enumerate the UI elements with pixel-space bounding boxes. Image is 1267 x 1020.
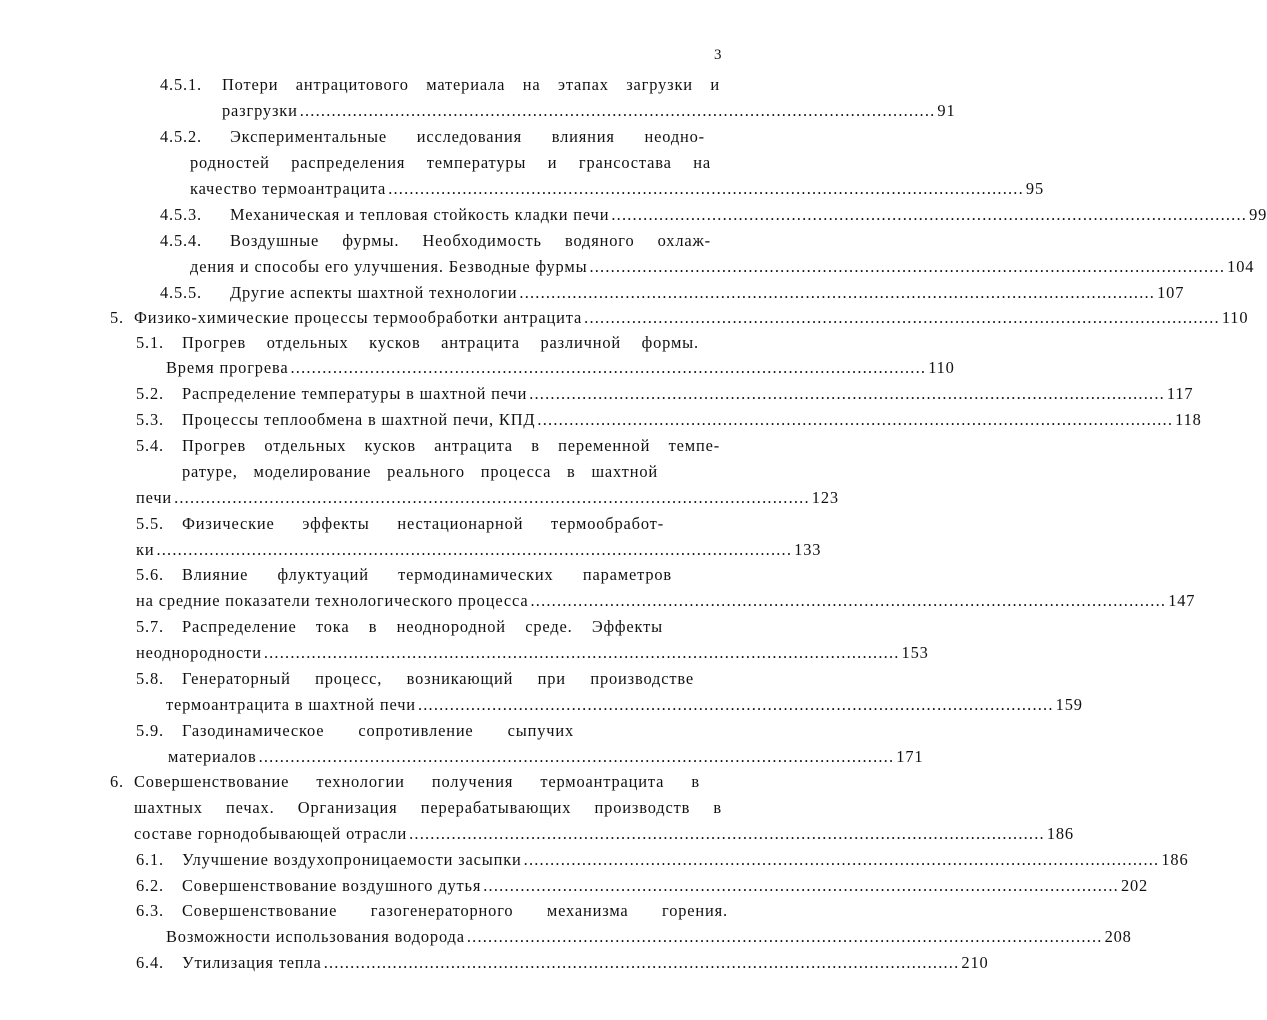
toc-entry-5-1: [136, 330, 699, 356]
entry-title: Совершенствование воздушного дутья: [182, 876, 482, 895]
dot-leader: ........................................................................................................................: [466, 927, 1103, 946]
entry-title-continuation: Возможности использования водорода: [166, 927, 465, 946]
toc-entry-continuation: [168, 744, 924, 770]
dot-leader: ........................................................................................................................: [258, 747, 895, 766]
entry-title-continuation: неоднородности: [136, 643, 262, 662]
entry-number: 4.5.5.: [160, 283, 202, 302]
entry-number: 6.2.: [136, 876, 164, 895]
entry-number: 6.1.: [136, 850, 164, 869]
dot-leader: ........................................................................................................................: [299, 101, 936, 120]
toc-entry-continuation: [134, 795, 722, 821]
toc-entry-continuation: [166, 692, 1083, 718]
page-number: 3: [714, 47, 722, 63]
entry-number: 4.5.4.: [160, 231, 202, 250]
dot-leader: ........................................................................................................................: [589, 257, 1226, 276]
entry-title-continuation: дения и способы его улучшения. Безводные фурмы: [190, 257, 588, 276]
toc-entry-continuation: [136, 485, 839, 511]
entry-title: Процессы теплообмена в шахтной печи, КПД: [182, 410, 536, 429]
dot-leader: ........................................................................................................................: [483, 876, 1119, 895]
entry-title: Потери антрацитового материала на этапах загрузки и: [222, 75, 720, 94]
entry-page: 91: [937, 101, 956, 120]
entry-page: 107: [1157, 283, 1185, 302]
entry-title-continuation: родностей распределения температуры и грансостава на: [190, 153, 711, 172]
toc-entry-5: [110, 305, 1249, 331]
toc-entry-5-6: [136, 562, 672, 588]
entry-number: 5.5.: [136, 514, 164, 533]
entry-page: 147: [1168, 591, 1196, 610]
entry-page: 186: [1161, 850, 1189, 869]
entry-page: 186: [1046, 824, 1074, 843]
dot-leader: ........................................................................................................................: [263, 643, 900, 662]
entry-number: 6.4.: [136, 953, 164, 972]
entry-page: 210: [961, 953, 989, 972]
entry-title: Другие аспекты шахтной технологии: [230, 283, 518, 302]
dot-leader: ........................................................................................................................: [519, 283, 1156, 302]
entry-number: 5.4.: [136, 436, 164, 455]
dot-leader: ........................................................................................................................: [409, 824, 1045, 843]
entry-title-continuation: разгрузки: [222, 101, 298, 120]
entry-title: Физико-химические процессы термообработки антрацита: [134, 308, 583, 327]
entry-page: 99: [1249, 205, 1267, 224]
entry-page: 202: [1120, 876, 1149, 895]
entry-title: Воздушные фурмы. Необходимость водяного охлаж-: [230, 231, 711, 250]
entry-title: Распределение температуры в шахтной печи: [182, 384, 528, 403]
toc-entry-4-5-4: [160, 228, 711, 254]
entry-title-continuation: материалов: [168, 747, 257, 766]
dot-leader: ........................................................................................................................: [323, 953, 960, 972]
toc-entry-continuation: [166, 355, 955, 381]
dot-leader: ........................................................................................................................: [388, 179, 1024, 198]
entry-page: 123: [811, 488, 839, 507]
toc-entry-5-7: [136, 614, 663, 640]
entry-number: 5.1.: [136, 333, 164, 352]
toc-entry-continuation: [182, 459, 658, 485]
entry-number: 5.: [110, 308, 124, 327]
entry-page: 153: [901, 643, 929, 662]
dot-leader: ........................................................................................................................: [611, 205, 1248, 224]
entry-title: Прогрев отдельных кусков антрацита различной формы.: [182, 333, 699, 352]
entry-number: 6.3.: [136, 901, 164, 920]
toc-entry-continuation: [166, 924, 1132, 950]
toc-entry-4-5-2: [160, 124, 705, 150]
entry-title: Влияние флуктуаций термодинамических параметров: [182, 565, 672, 584]
dot-leader: ........................................................................................................................: [156, 540, 793, 559]
dot-leader: ........................................................................................................................: [174, 488, 810, 507]
toc-entry-6-4: [136, 950, 989, 976]
entry-title-continuation: Время прогрева: [166, 358, 289, 377]
toc-entry-continuation: [190, 176, 1044, 202]
toc-entry-continuation: [136, 588, 1196, 614]
toc-entry-continuation: [136, 640, 929, 666]
toc-entry-5-2: [136, 381, 1194, 407]
entry-title: Механическая и тепловая стойкость кладки печи: [230, 205, 610, 224]
entry-title: Улучшение воздухопроницаемости засыпки: [182, 850, 522, 869]
entry-title: Физические эффекты нестационарной термообработ-: [182, 514, 664, 533]
entry-number: 5.6.: [136, 565, 164, 584]
dot-leader: ........................................................................................................................: [417, 695, 1054, 714]
toc-entry-continuation: [190, 254, 1255, 280]
entry-page: 159: [1055, 695, 1083, 714]
entry-title-continuation: ки: [136, 540, 155, 559]
dot-leader: ........................................................................................................................: [290, 358, 927, 377]
dot-leader: ........................................................................................................................: [523, 850, 1160, 869]
entry-title: Прогрев отдельных кусков антрацита в переменной темпе-: [182, 436, 720, 455]
entry-title: Совершенствование технологии получения термоантрацита в: [134, 772, 700, 791]
entry-title: Генераторный процесс, возникающий при производстве: [182, 669, 694, 688]
toc-entry-5-4: [136, 433, 720, 459]
entry-page: 110: [928, 358, 955, 377]
toc-entry-continuation: [136, 537, 822, 563]
dot-leader: ........................................................................................................................: [529, 384, 1165, 403]
entry-number: 5.3.: [136, 410, 164, 429]
entry-title-continuation: печи: [136, 488, 173, 507]
entry-title-continuation: термоантрацита в шахтной печи: [166, 695, 416, 714]
entry-page: 110: [1221, 308, 1249, 327]
entry-title: Экспериментальные исследования влияния неодно-: [230, 127, 705, 146]
entry-page: 117: [1166, 384, 1194, 403]
entry-number: 5.9.: [136, 721, 164, 740]
entry-number: 5.8.: [136, 669, 164, 688]
toc-entry-5-9: [136, 718, 574, 744]
entry-number: 5.7.: [136, 617, 164, 636]
entry-title-continuation: качество термоантрацита: [190, 179, 387, 198]
entry-title-continuation: на средние показатели технологического процесса: [136, 591, 529, 610]
entry-title-continuation: шахтных печах. Организация перерабатывающих производств в: [134, 798, 722, 817]
entry-title: Утилизация тепла: [182, 953, 322, 972]
entry-title: Распределение тока в неоднородной среде. Эффекты: [182, 617, 663, 636]
entry-page: 133: [794, 540, 822, 559]
entry-page: 104: [1227, 257, 1255, 276]
toc-entry-4-5-3: [160, 202, 1267, 228]
entry-number: 6.: [110, 772, 124, 791]
toc-entry-4-5-1: [160, 72, 720, 98]
entry-number: 4.5.1.: [160, 75, 202, 94]
entry-title-continuation: составе горнодобывающей отрасли: [134, 824, 408, 843]
dot-leader: ........................................................................................................................: [537, 410, 1174, 429]
toc-entry-6-1: [136, 847, 1189, 873]
entry-number: 5.2.: [136, 384, 164, 403]
entry-title: Совершенствование газогенераторного механизма горения.: [182, 901, 728, 920]
entry-title: Газодинамическое сопротивление сыпучих: [182, 721, 574, 740]
entry-number: 4.5.2.: [160, 127, 202, 146]
entry-page: 95: [1025, 179, 1044, 198]
toc-entry-4-5-5: [160, 280, 1185, 306]
entry-number: 4.5.3.: [160, 205, 202, 224]
entry-page: 171: [896, 747, 924, 766]
entry-title-continuation: ратуре, моделирование реального процесса в шахтной: [182, 462, 658, 481]
toc-entry-5-5: [136, 511, 664, 537]
toc-entry-6-3: [136, 898, 728, 924]
dot-leader: ........................................................................................................................: [584, 308, 1220, 327]
toc-entry-6-2: [136, 873, 1149, 899]
toc-entry-continuation: [134, 821, 1074, 847]
entry-page: 118: [1175, 410, 1202, 429]
toc-entry-6: [110, 769, 700, 795]
toc-entry-5-3: [136, 407, 1202, 433]
toc-entry-continuation: [190, 150, 711, 176]
toc-entry-continuation: [222, 98, 956, 124]
toc-entry-5-8: [136, 666, 694, 692]
entry-page: 208: [1104, 927, 1132, 946]
dot-leader: ........................................................................................................................: [530, 591, 1167, 610]
